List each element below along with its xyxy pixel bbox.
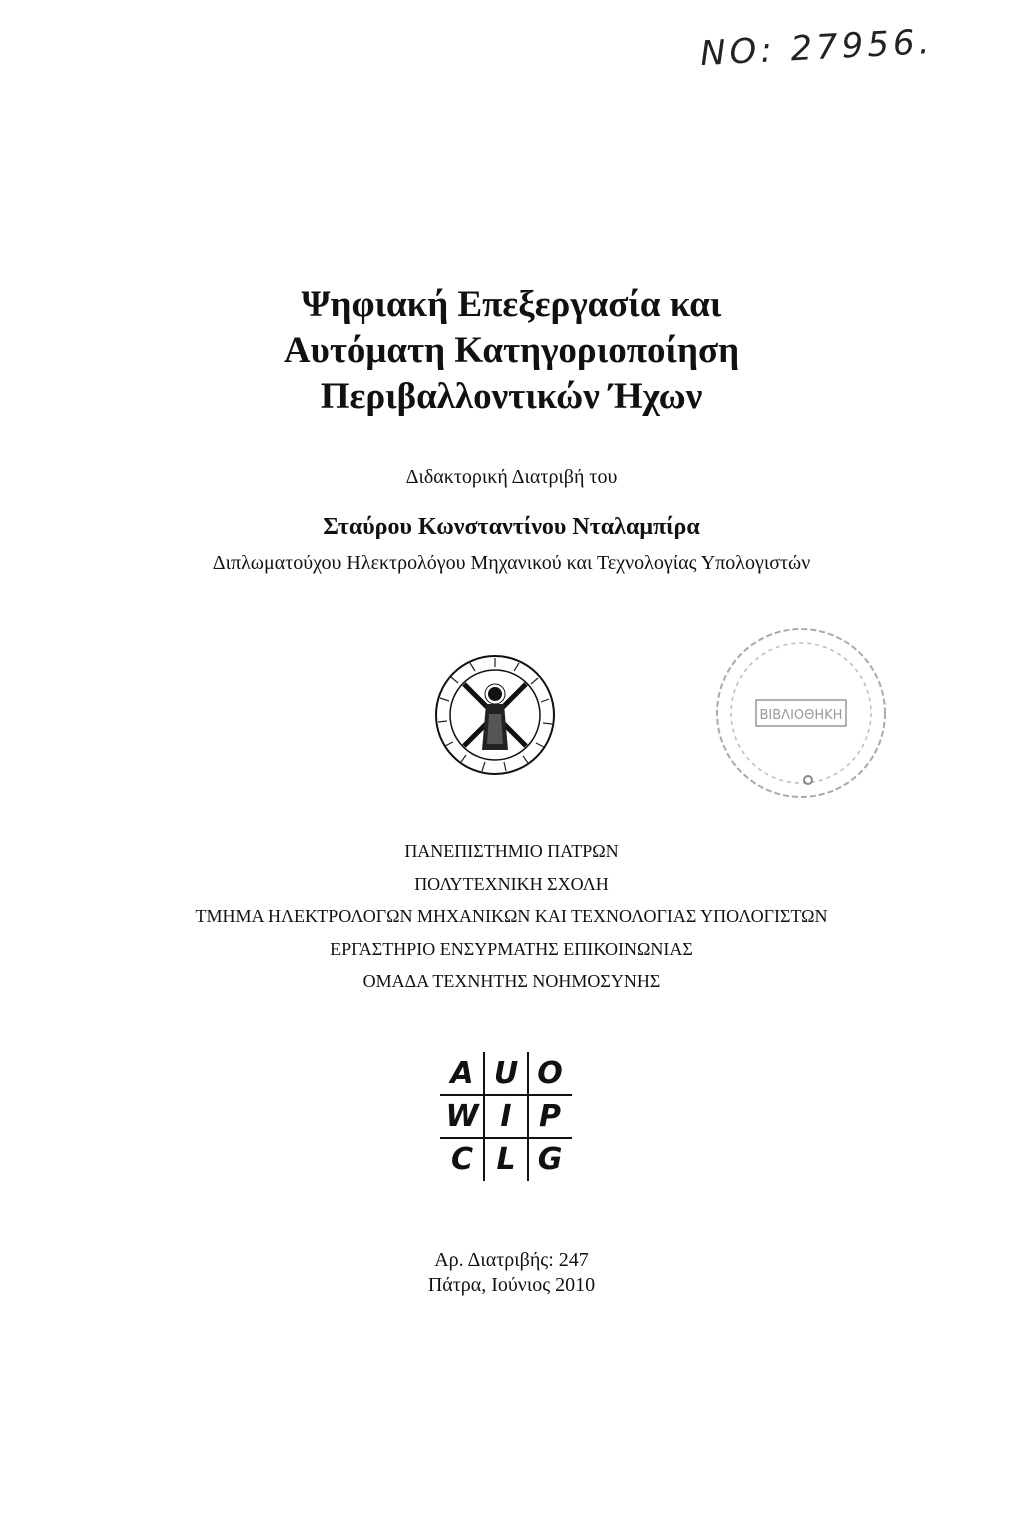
handwritten-note: ΝΟ: 27956. [699,21,935,75]
logo-letter: W [445,1099,479,1134]
author-name: Σταύρου Κωνσταντίνου Νταλαμπίρα [323,514,700,540]
logo-letter: G [537,1142,563,1177]
title-line-1: Ψηφιακή Επεξεργασία και [301,284,722,325]
library-stamp-icon [712,624,890,802]
institution-line-3: ΤΜΗΜΑ ΗΛΕΚΤΡΟΛΟΓΩΝ ΜΗΧΑΝΙΚΩΝ ΚΑΙ ΤΕΧΝΟΛΟΓΙΑΣ ΥΠΟΛΟΓΙΣΤΩΝ [195,906,828,926]
logo-letter: O [537,1056,563,1091]
stamp-label: ΒΙΒΛΙΟΘΗΚΗ [759,708,843,723]
title-line-2: Αυτόματη Κατηγοριοποίηση [283,330,740,371]
institution-line-4: ΕΡΓΑΣΤΗΡΙΟ ΕΝΣΥΡΜΑΤΗΣ ΕΠΙΚΟΙΝΩΝΙΑΣ [330,939,693,959]
logo-letter: L [496,1142,516,1177]
title-line-3: Περιβαλλοντικών Ήχων [320,376,703,417]
thesis-number: Αρ. Διατριβής: 247 [434,1249,589,1271]
logo-letter: P [539,1099,561,1134]
subtitle: Διδακτορική Διατριβή του [405,466,618,488]
university-seal-icon [434,654,556,776]
logo-letter: U [493,1056,519,1091]
logo-letter: A [450,1056,474,1091]
place-date: Πάτρα, Ιούνιος 2010 [427,1274,596,1296]
logo-letter: C [450,1142,474,1177]
institution-line-1: ΠΑΝΕΠΙΣΤΗΜΙΟ ΠΑΤΡΩΝ [404,841,619,861]
author-degree: Διπλωματούχου Ηλεκτρολόγου Μηχανικού και Τεχνολογίας Υπολογιστών [212,552,811,574]
lab-logo-grid [440,1052,572,1181]
institution-line-2: ΠΟΛΥΤΕΧΝΙΚΗ ΣΧΟΛΗ [414,874,609,894]
institution-line-5: ΟΜΑΔΑ ΤΕΧΝΗΤΗΣ ΝΟΗΜΟΣΥΝΗΣ [362,971,661,991]
logo-letter: I [500,1099,512,1134]
